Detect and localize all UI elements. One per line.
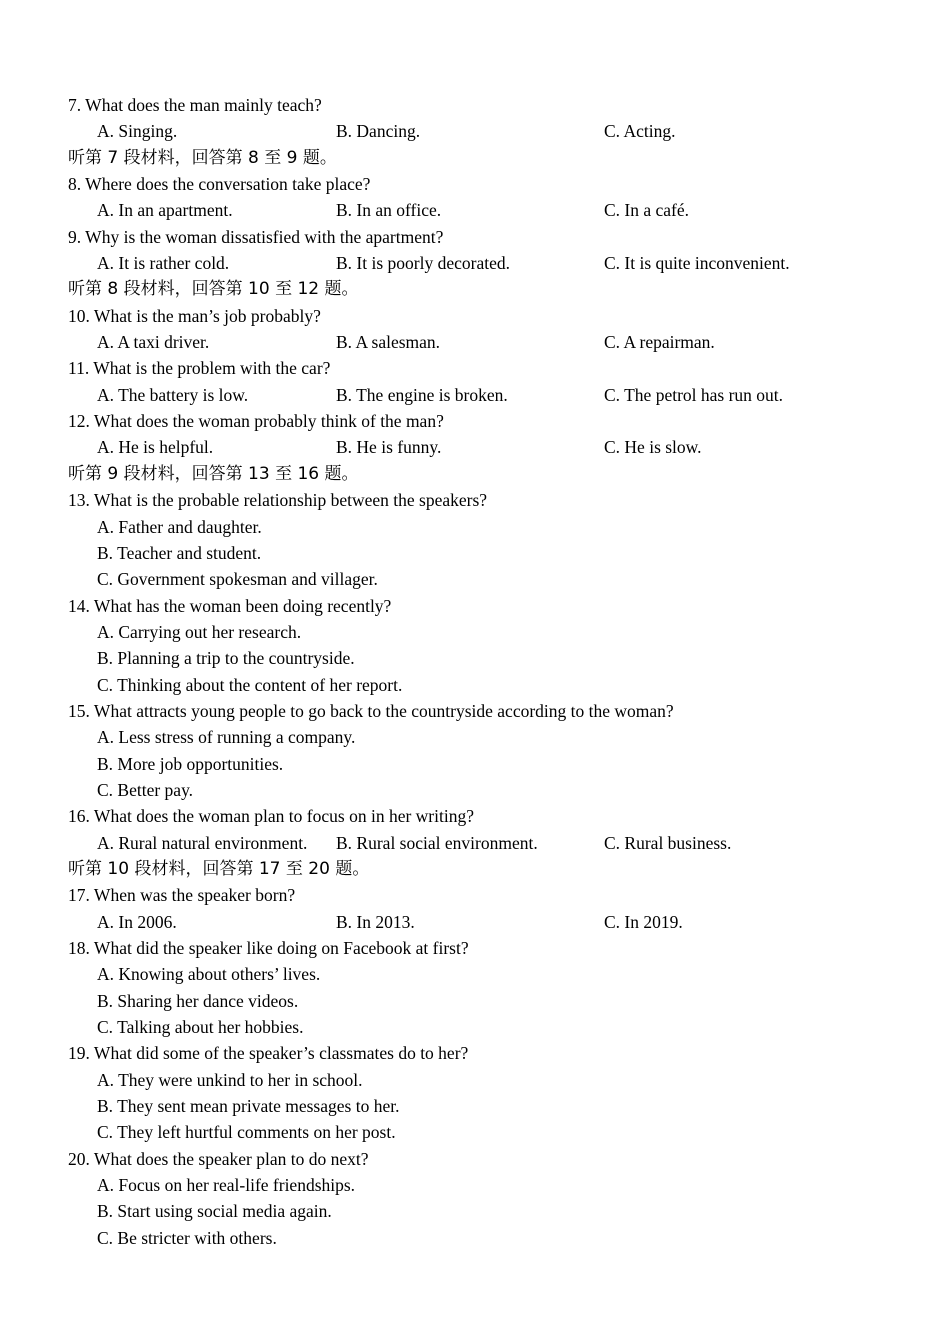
answer-option-c: C. Acting.: [604, 121, 676, 142]
section-instruction: 听第 7 段材料，回答第 8 至 9 题。: [68, 147, 337, 168]
answer-option: C. Be stricter with others.: [97, 1227, 277, 1248]
answer-option-b: B. A salesman.: [336, 332, 441, 353]
question-text: 19. What did some of the speaker’s classmates do to her?: [68, 1043, 469, 1064]
answer-option-c: C. A repairman.: [604, 332, 715, 353]
answer-option: C. Better pay.: [97, 779, 194, 800]
answer-option-c: C. Rural business.: [604, 832, 732, 853]
answer-option-c: C. The petrol has run out.: [604, 384, 784, 405]
question-text: 13. What is the probable relationship between the speakers?: [68, 490, 488, 511]
answer-option: B. More job opportunities.: [97, 753, 284, 774]
question-text: 15. What attracts young people to go back to the countryside according to the woman?: [68, 700, 674, 721]
answer-option: B. They sent mean private messages to her.: [97, 1096, 400, 1117]
answer-option: C. Government spokesman and villager.: [97, 569, 378, 590]
answer-option: A. Less stress of running a company.: [97, 727, 356, 748]
answer-option-a: A. Rural natural environment.: [97, 832, 308, 853]
question-text: 10. What is the man’s job probably?: [68, 305, 321, 326]
answer-option-a: A. It is rather cold.: [97, 253, 230, 274]
answer-options-row: [0, 382, 950, 408]
question-text: 16. What does the woman plan to focus on in her writing?: [68, 806, 474, 827]
answer-option-b: B. In an office.: [336, 200, 442, 221]
section-instruction: 听第 8 段材料，回答第 10 至 12 题。: [68, 279, 359, 300]
answer-option: A. Father and daughter.: [97, 516, 262, 537]
exam-page: [0, 92, 950, 1251]
answer-option-a: A. He is helpful.: [97, 437, 214, 458]
answer-option: B. Start using social media again.: [97, 1201, 332, 1222]
answer-option-b: B. In 2013.: [336, 911, 415, 932]
answer-options-row: [0, 197, 950, 223]
question-text: 9. Why is the woman dissatisfied with the apartment?: [68, 226, 444, 247]
question-text: 17. When was the speaker born?: [68, 885, 296, 906]
answer-option-a: A. The battery is low.: [97, 384, 249, 405]
answer-option-a: A. A taxi driver.: [97, 332, 210, 353]
section-instruction: 听第 10 段材料，回答第 17 至 20 题。: [68, 858, 370, 879]
answer-option: A. Knowing about others’ lives.: [97, 964, 321, 985]
question-text: 11. What is the problem with the car?: [68, 358, 331, 379]
answer-option: C. Thinking about the content of her report.: [97, 674, 403, 695]
answer-options-row: [0, 250, 950, 276]
answer-option-a: A. In 2006.: [97, 911, 177, 932]
answer-options-row: [0, 909, 950, 935]
question-text: 20. What does the speaker plan to do next?: [68, 1148, 369, 1169]
answer-option: A. Carrying out her research.: [97, 621, 302, 642]
answer-option-c: C. It is quite inconvenient.: [604, 253, 790, 274]
answer-option: A. Focus on her real-life friendships.: [97, 1175, 356, 1196]
answer-option: C. Talking about her hobbies.: [97, 1017, 304, 1038]
answer-option-c: C. In a café.: [604, 200, 690, 221]
answer-option-c: C. He is slow.: [604, 437, 702, 458]
section-instruction: 听第 9 段材料，回答第 13 至 16 题。: [68, 463, 359, 484]
answer-options-row: [0, 830, 950, 856]
question-text: 7. What does the man mainly teach?: [68, 95, 322, 115]
answer-option: A. They were unkind to her in school.: [97, 1069, 363, 1090]
question-text: 12. What does the woman probably think of the man?: [68, 411, 444, 432]
answer-options-row: [0, 118, 950, 144]
answer-option-b: B. Dancing.: [336, 121, 421, 142]
answer-option-a: A. Singing.: [97, 121, 178, 142]
answer-option-b: B. The engine is broken.: [336, 384, 508, 405]
answer-option-b: B. It is poorly decorated.: [336, 253, 510, 274]
answer-option-b: B. Rural social environment.: [336, 832, 538, 853]
answer-options-row: [0, 434, 950, 460]
answer-option: C. They left hurtful comments on her post.: [97, 1122, 396, 1143]
answer-options-row: [0, 329, 950, 355]
answer-option-b: B. He is funny.: [336, 437, 442, 458]
question-text: 18. What did the speaker like doing on Facebook at first?: [68, 938, 469, 958]
question-text: 14. What has the woman been doing recently?: [68, 595, 392, 616]
answer-option: B. Teacher and student.: [97, 542, 262, 563]
answer-option: B. Planning a trip to the countryside.: [97, 648, 355, 669]
answer-option-a: A. In an apartment.: [97, 200, 233, 221]
answer-option-c: C. In 2019.: [604, 911, 683, 932]
answer-option: B. Sharing her dance videos.: [97, 990, 299, 1011]
question-text: 8. Where does the conversation take place?: [68, 174, 371, 195]
